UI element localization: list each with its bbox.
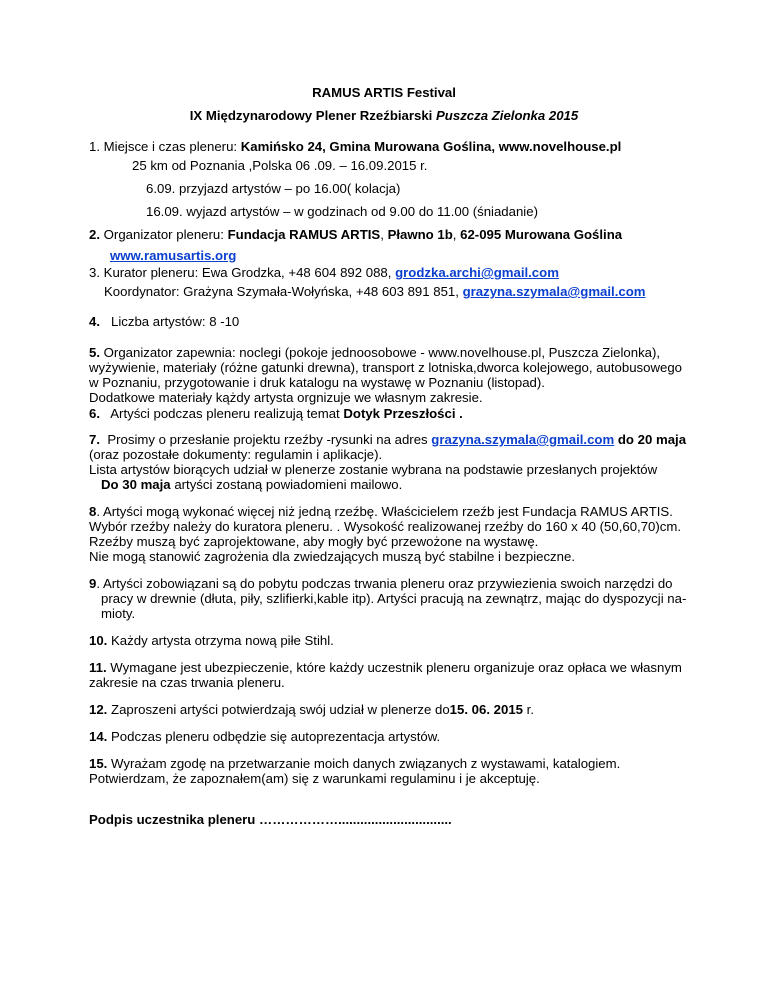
section-5-line-3: w Poznaniu, przygotowanie i druk katalogu na wystawę w Poznaniu (listopad). (89, 375, 545, 390)
section-15-line-1: 15. Wyrażam zgodę na przetwarzanie moich danych związanych z wystawami, katalogiem. (89, 756, 621, 771)
ramusartis-link[interactable]: www.ramusartis.org (110, 248, 237, 263)
section-14-presentation: 14. Podczas pleneru odbędzie się autoprezentacja artystów. (89, 729, 441, 744)
project-email-link[interactable]: grazyna.szymala@gmail.com (431, 432, 615, 447)
section-3-curator: 3. Kurator pleneru: Ewa Grodzka, +48 604 892 088, grodzka.archi@gmail.com (89, 265, 559, 280)
section-8-line-3: Rzeźby muszą być zaprojektowane, aby mogły być przewożone na wystawę. (89, 534, 539, 549)
section-8-line-1: 8. Artyści mogą wykonać więcej niż jedną rzeźbę. Właścicielem rzeźb jest Fundacja RAMUS ARTIS. (89, 504, 673, 519)
section-1-arrival: 6.09. przyjazd artystów – po 16.00( kolacja) (146, 181, 401, 196)
section-9-line-1: 9. Artyści zobowiązani są do pobytu podczas trwania pleneru oraz przywiezienia swoich narzędzi do (89, 576, 673, 591)
section-7-line-4: Do 30 maja artyści zostaną powiadomieni mailowo. (101, 477, 403, 492)
section-8-line-2: Wybór rzeźby należy do kuratora pleneru. . Wysokość realizowanej rzeźby do 160 x 40 (50,60,70)cm. (89, 519, 682, 534)
signature-line[interactable]: Podpis uczestnika pleneru ………………............................... (89, 812, 452, 827)
section-11-line-1: 11. Wymagane jest ubezpieczenie, które każdy uczestnik pleneru organizuje oraz opłaca we własnym (89, 660, 682, 675)
section-7-line-3: Lista artystów biorących udział w plenerze zostanie wybrana na podstawie przesłanych projektów (89, 462, 658, 477)
section-5-line-2: wyżywienie, materiały (różne gatunki drewna), transport z lotniska,dworca kolejowego, autobusowego (89, 360, 682, 375)
section-1-heading: 1. Miejsce i czas pleneru: Kamińsko 24, Gmina Murowana Goślina, www.novelhouse.pl (89, 139, 622, 154)
section-1-dates: 25 km od Poznania ,Polska 06 .09. – 16.09.2015 r. (132, 158, 428, 173)
curator-email-link[interactable]: grodzka.archi@gmail.com (395, 265, 559, 280)
section-7-line-2: (oraz pozostałe dokumenty: regulamin i aplikacje). (89, 447, 383, 462)
section-5-line-4: Dodatkowe materiały kążdy artysta orgnizuje we własnym zakresie. (89, 390, 483, 405)
section-12-confirmation: 12. Zaproszeni artyści potwierdzają swój udział w plenerze do15. 06. 2015 r. (89, 702, 534, 717)
section-9-line-3: mioty. (101, 606, 136, 621)
section-8-line-4: Nie mogą stanowić zagrożenia dla zwiedzających muszą być stabilne i bezpieczne. (89, 549, 575, 564)
section-6-theme: 6. Artyści podczas pleneru realizują temat Dotyk Przeszłości . (89, 406, 463, 421)
coordinator-email-link[interactable]: grazyna.szymala@gmail.com (462, 284, 646, 299)
section-1-departure: 16.09. wyjazd artystów – w godzinach od 9.00 do 11.00 (śniadanie) (146, 204, 538, 219)
document-title: RAMUS ARTIS Festival (312, 85, 456, 100)
section-11-line-2: zakresie na czas trwania pleneru. (89, 675, 285, 690)
section-10-saw: 10. Każdy artysta otrzyma nową piłe Stihl. (89, 633, 334, 648)
section-4-artists-count: 4. Liczba artystów: 8 -10 (89, 314, 240, 329)
section-3-coordinator: Koordynator: Grażyna Szymała-Wołyńska, +48 603 891 851, grazyna.szymala@gmail.com (104, 284, 646, 299)
document-subtitle: IX Międzynarodowy Plener Rzeźbiarski Puszcza Zielonka 2015 (189, 108, 579, 123)
section-2-website (110, 248, 236, 263)
section-2-organizer: 2. Organizator pleneru: Fundacja RAMUS ARTIS, Pławno 1b, 62-095 Murowana Goślina (89, 227, 623, 242)
section-5-line-1: 5. Organizator zapewnia: noclegi (pokoje jednoosobowe - www.novelhouse.pl, Puszcza Zielonka), (89, 345, 661, 360)
section-15-line-2: Potwierdzam, że zapoznałem(am) się z warunkami regulaminu i je akceptuję. (89, 771, 540, 786)
section-7-line-1: 7. Prosimy o przesłanie projektu rzeźby -rysunki na adres grazyna.szymala@gmail.com do 20 maja (89, 432, 687, 447)
section-9-line-2: pracy w drewnie (dłuta, piły, szlifierki,kable itp). Artyści pracują na zewnątrz, mając do dyspozycji na- (101, 591, 687, 606)
